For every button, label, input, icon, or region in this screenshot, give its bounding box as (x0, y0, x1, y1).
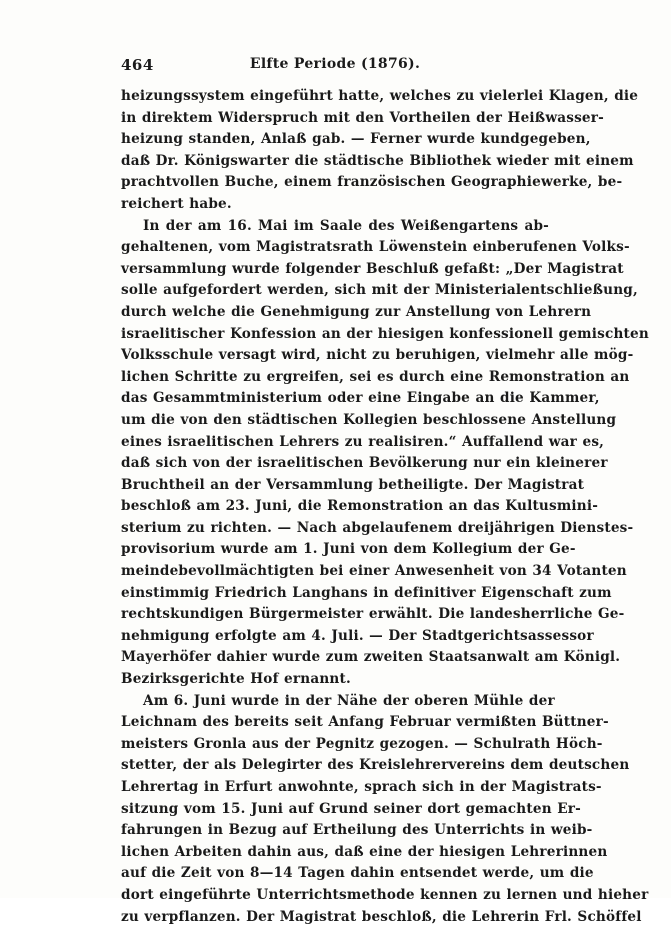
text-line: gehaltenen, vom Magistratsrath Löwenstein einberufenen Volks- (121, 239, 630, 256)
page-header (121, 56, 549, 76)
text-line: beschloß am 23. Juni, die Remonstration an das Kultusmini- (121, 498, 599, 515)
text-line: solle aufgefordert werden, sich mit der Ministerialentschließung, (121, 282, 638, 299)
text-line: in direktem Widerspruch mit den Vortheilen der Heißwasser- (121, 109, 604, 126)
text-line: zu verpflanzen. Der Magistrat beschloß, die Lehrerin Frl. Schöffel (121, 908, 642, 925)
paragraph-start-line: In der am 16. Mai im Saale des Weißengartens ab- (143, 217, 549, 234)
text-line: reichert habe. (121, 195, 232, 212)
text-line: dort eingeführte Unterrichtsmethode kennen zu lernen und hieher (121, 886, 649, 903)
text-line: rechtskundigen Bürgermeister erwählt. Die landesherrliche Ge- (121, 606, 625, 623)
text-line: prachtvollen Buche, einem französischen Geographiewerke, be- (121, 174, 623, 191)
running-head: Elfte Periode (1876). (249, 56, 421, 72)
text-line: heizungssystem eingeführt hatte, welches zu vielerlei Klagen, die (121, 88, 639, 104)
text-line: auf die Zeit von 8—14 Tagen dahin entsendet werde, um die (121, 865, 594, 882)
text-line: nehmigung erfolgte am 4. Juli. — Der Stadtgerichtsassessor (121, 627, 594, 644)
text-line: stetter, der als Delegirter des Kreislehrervereins dem deutschen (121, 757, 630, 774)
text-line: Lehrertag in Erfurt anwohnte, sprach sich in der Magistrats- (121, 779, 602, 795)
text-line: Bruchtheil an der Versammlung betheiligte. Der Magistrat (121, 476, 585, 493)
text-line: versammlung wurde folgender Beschluß gefaßt: „Der Magistrat (121, 260, 624, 277)
text-line: durch welche die Genehmigung zur Anstellung von Lehrern (121, 303, 592, 320)
text-line: israelitischer Konfession an der hiesigen konfessionell gemischten (121, 325, 649, 342)
page-number: 464 (121, 56, 154, 74)
text-line: Leichnam des bereits seit Anfang Februar vermißten Büttner- (121, 714, 609, 731)
text-line: fahrungen in Bezug auf Ertheilung des Unterrichts in weib- (121, 822, 593, 839)
text-line: Volksschule versagt wird, nicht zu beruhigen, vielmehr alle mög- (121, 347, 634, 364)
text-line: Mayerhöfer dahier wurde zum zweiten Staatsanwalt am Königl. (121, 649, 621, 666)
text-line: meisters Gronla aus der Pegnitz gezogen. — Schulrath Höch- (121, 735, 603, 752)
text-line: einstimmig Friedrich Langhans in definitiver Eigenschaft zum (121, 584, 612, 601)
body-text (121, 86, 649, 928)
text-line: daß Dr. Königswarter die städtische Bibliothek wieder mit einem (121, 152, 634, 169)
text-line: heizung standen, Anlaß gab. — Ferner wurde kundgegeben, (121, 131, 591, 148)
paragraph-start-line: Am 6. Juni wurde in der Nähe der oberen Mühle der (143, 692, 555, 709)
text-line: provisorium wurde am 1. Juni von dem Kollegium der Ge- (121, 541, 576, 558)
text-line: meindebevollmächtigten bei einer Anwesenheit von 34 Votanten (121, 563, 627, 580)
text-line: das Gesammtministerium oder eine Eingabe an die Kammer, (121, 390, 600, 407)
text-line: eines israelitischen Lehrers zu realisiren.“ Auffallend war es, (121, 433, 605, 450)
text-line: daß sich von der israelitischen Bevölkerung nur ein kleinerer (121, 455, 608, 472)
text-line: sterium zu richten. — Nach abgelaufenem dreijährigen Dienstes- (121, 519, 634, 536)
text-line: Bezirksgerichte Hof ernannt. (121, 671, 351, 688)
text-line: lichen Arbeiten dahin aus, daß eine der hiesigen Lehrerinnen (121, 843, 608, 860)
text-line: um die von den städtischen Kollegien beschlossene Anstellung (121, 411, 617, 428)
text-line: sitzung vom 15. Juni auf Grund seiner dort gemachten Er- (121, 800, 581, 817)
text-line: lichen Schritte zu ergreifen, sei es durch eine Remonstration an (121, 368, 630, 385)
